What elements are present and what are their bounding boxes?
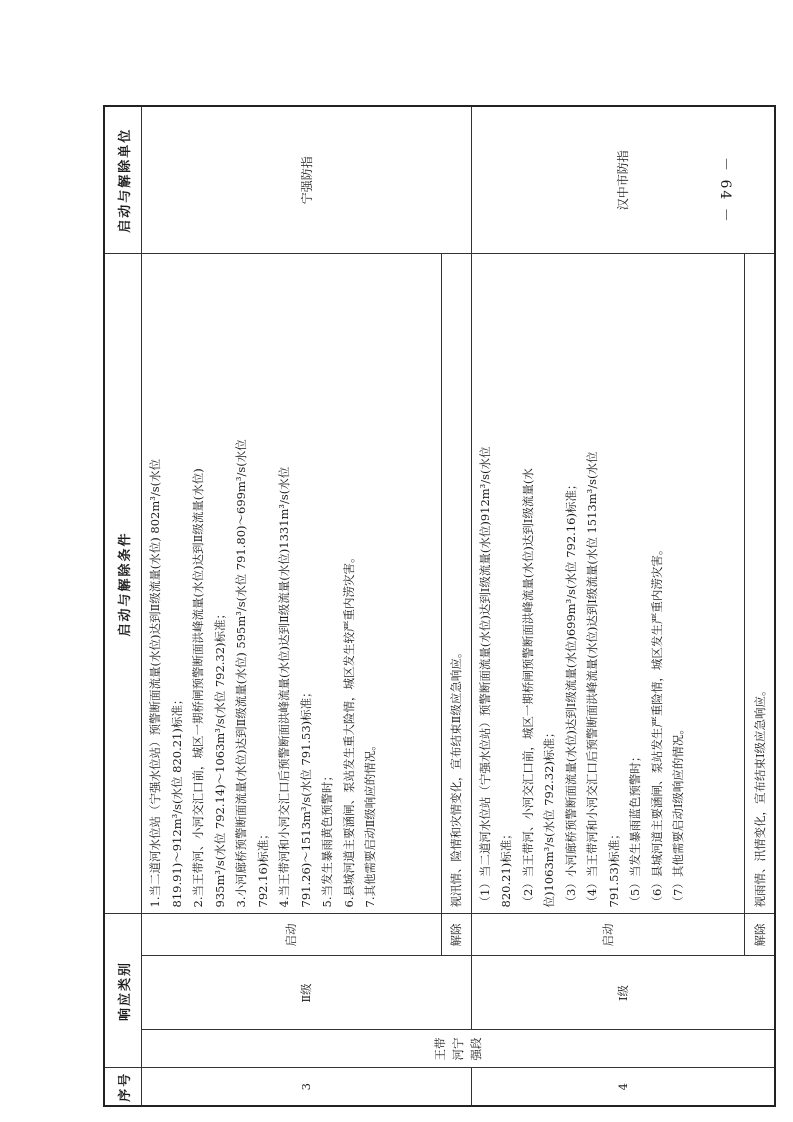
table-row-level-1-start (471, 106, 744, 1106)
condition-line: 791.53)标准； (606, 828, 621, 908)
release-label: 解除 (441, 914, 471, 956)
condition-line: 4.当王带河和小河交汇口后预警断面洪峰流量(水位)达到Ⅱ级流量(水位)1331m³/s(水位 (277, 466, 291, 908)
response-level: Ⅱ级 (142, 956, 472, 1030)
condition-line: 位)1063m³/s(水位 792.32)标准； (542, 726, 557, 908)
response-table (103, 105, 776, 1107)
category-cell: 王带河宁强段 (142, 1030, 776, 1068)
condition-line: （3）小河廊桥预警断面流量(水位)达到Ⅰ级流量(水位)699m³/s(水位 792.16)标准； (563, 478, 578, 908)
condition-line: 7.其他需要启动Ⅱ级响应的情况。 (363, 739, 377, 908)
table-row-level-2-start (142, 106, 442, 1106)
condition-line: 2.当王带河、小河交汇口前，城区一期桥闸预警断面洪峰流量(水位)达到Ⅱ级流量(水位) (191, 468, 205, 908)
start-conditions (142, 254, 442, 914)
condition-line: 791.26)～1513m³/s(水位 791.53)标准； (298, 686, 313, 908)
condition-line: 3.小河廊桥预警断面流量(水位)达到Ⅱ级流量(水位) 595m³/s(水位 791.80)～699m³/s(水位 (234, 439, 248, 908)
responsible-unit: 汉中市防指 (471, 106, 775, 254)
page-number: － 64 － (717, 156, 733, 224)
condition-line: （1）当二道河水位站（宁强水位站）预警断面流量(水位)达到Ⅰ级流量(水位)912m³/s(水位 (477, 446, 492, 908)
rotated-table-container (103, 107, 776, 1107)
condition-line: 935m³/s(水位 792.14)～1063m³/s(水位 792.32)标准； (212, 607, 227, 908)
header-response-category: 响应类别 (104, 914, 142, 1068)
table-row-level-2-release (441, 106, 471, 1106)
table-row-level-1-release (745, 106, 776, 1106)
condition-line: （2）当王带河、小河交汇口前，城区一期桥闸预警断面洪峰流量(水位)达到Ⅰ级流量(水 (520, 468, 535, 908)
condition-line: 820.21)标准； (499, 828, 514, 908)
start-label: 启动 (142, 914, 442, 956)
condition-line: 819.91)～912m³/s(水位 820.21)标准； (169, 693, 184, 908)
header-unit: 启动与解除单位 (104, 106, 142, 254)
row-seq: 3 (142, 1068, 472, 1106)
header-seq: 序号 (104, 1068, 142, 1106)
condition-line: 6.县城河道主要涵闸、泵站发生重大险情，城区发生较严重内涝灾害。 (341, 551, 356, 908)
condition-line: （5）当发生暴雨蓝色预警时； (628, 750, 643, 908)
release-text: 视汛情、险情和灾情变化，宣布结束Ⅱ级应急响应。 (441, 254, 471, 914)
release-label: 解除 (745, 914, 776, 956)
responsible-unit: 宁强防指 (142, 106, 472, 254)
condition-line: （7）其他需要启动Ⅰ级响应的情况。 (671, 723, 686, 908)
condition-line: 5.当发生暴雨黄色预警时； (320, 770, 334, 908)
condition-line: 1.当二道河水位站（宁强水位站）预警断面流量(水位)达到Ⅱ级流量(水位) 802m³/s(水位 (148, 458, 162, 908)
condition-line: （6）县城河道主要涵闸、泵站发生严重险情，城区发生严重内涝灾害。 (649, 543, 664, 908)
condition-line: （4）当王带河和小河交汇口后预警断面洪峰流量(水位)达到Ⅰ级流量(水位 1513m³/s(水位 (585, 451, 600, 908)
response-level: Ⅰ级 (471, 956, 775, 1030)
table-header-row (104, 106, 142, 1106)
header-conditions: 启动与解除条件 (104, 254, 142, 914)
start-conditions (471, 254, 744, 914)
start-label: 启动 (471, 914, 744, 956)
row-seq: 4 (471, 1068, 775, 1106)
release-text: 视雨情、汛情变化，宣布结束Ⅰ级应急响应。 (745, 254, 776, 914)
condition-line: 792.16)标准； (255, 828, 270, 908)
